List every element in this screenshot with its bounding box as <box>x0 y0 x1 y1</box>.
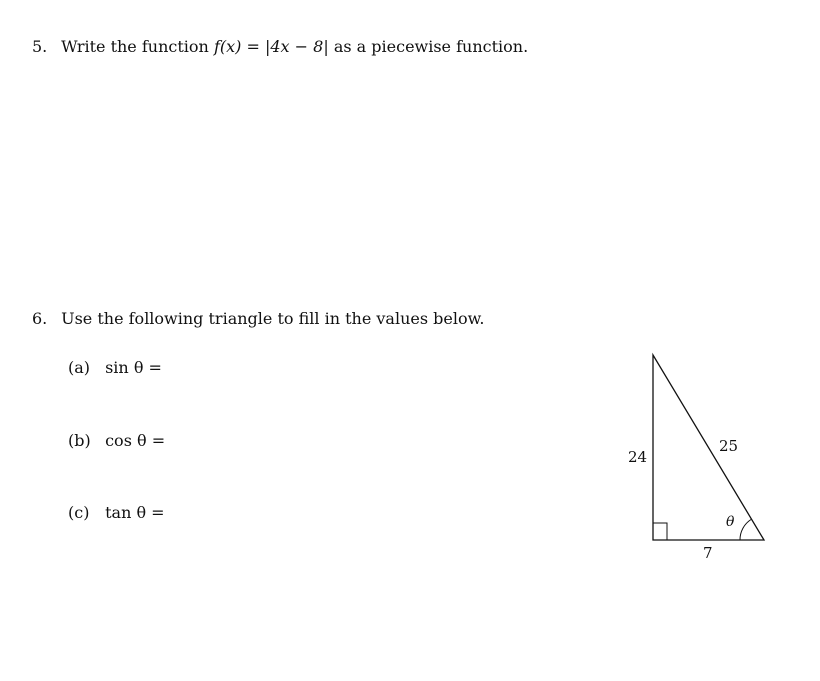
question-6-number: 6. <box>32 309 48 328</box>
side-hypotenuse-label: 25 <box>719 437 739 455</box>
part-c-expression: tan θ = <box>105 503 165 522</box>
question-6 <box>32 309 485 329</box>
part-a <box>68 358 162 378</box>
part-b <box>68 431 165 451</box>
part-c <box>68 503 165 523</box>
question-5 <box>32 37 528 57</box>
part-a-expression: sin θ = <box>105 358 162 377</box>
function-lhs: f(x) <box>213 37 242 56</box>
part-b-expression: cos θ = <box>105 431 166 450</box>
side-vertical-label: 24 <box>628 448 648 466</box>
question-6-text: Use the following triangle to fill in the values below. <box>61 309 485 328</box>
angle-theta-label: θ <box>726 514 735 530</box>
question-5-text-before: Write the function <box>61 37 209 56</box>
part-b-label: (b) <box>68 431 91 450</box>
question-5-number: 5. <box>32 37 48 56</box>
right-triangle-diagram <box>600 340 800 580</box>
part-c-label: (c) <box>68 503 90 522</box>
angle-theta-arc <box>740 520 751 541</box>
part-a-label: (a) <box>68 358 91 377</box>
function-rhs: |4x − 8| <box>264 37 329 56</box>
triangle-outline <box>653 355 764 540</box>
side-base-label: 7 <box>703 544 713 562</box>
question-5-text-after: as a piecewise function. <box>333 37 529 56</box>
equals-sign: = <box>246 37 260 56</box>
right-angle-marker <box>653 523 667 540</box>
